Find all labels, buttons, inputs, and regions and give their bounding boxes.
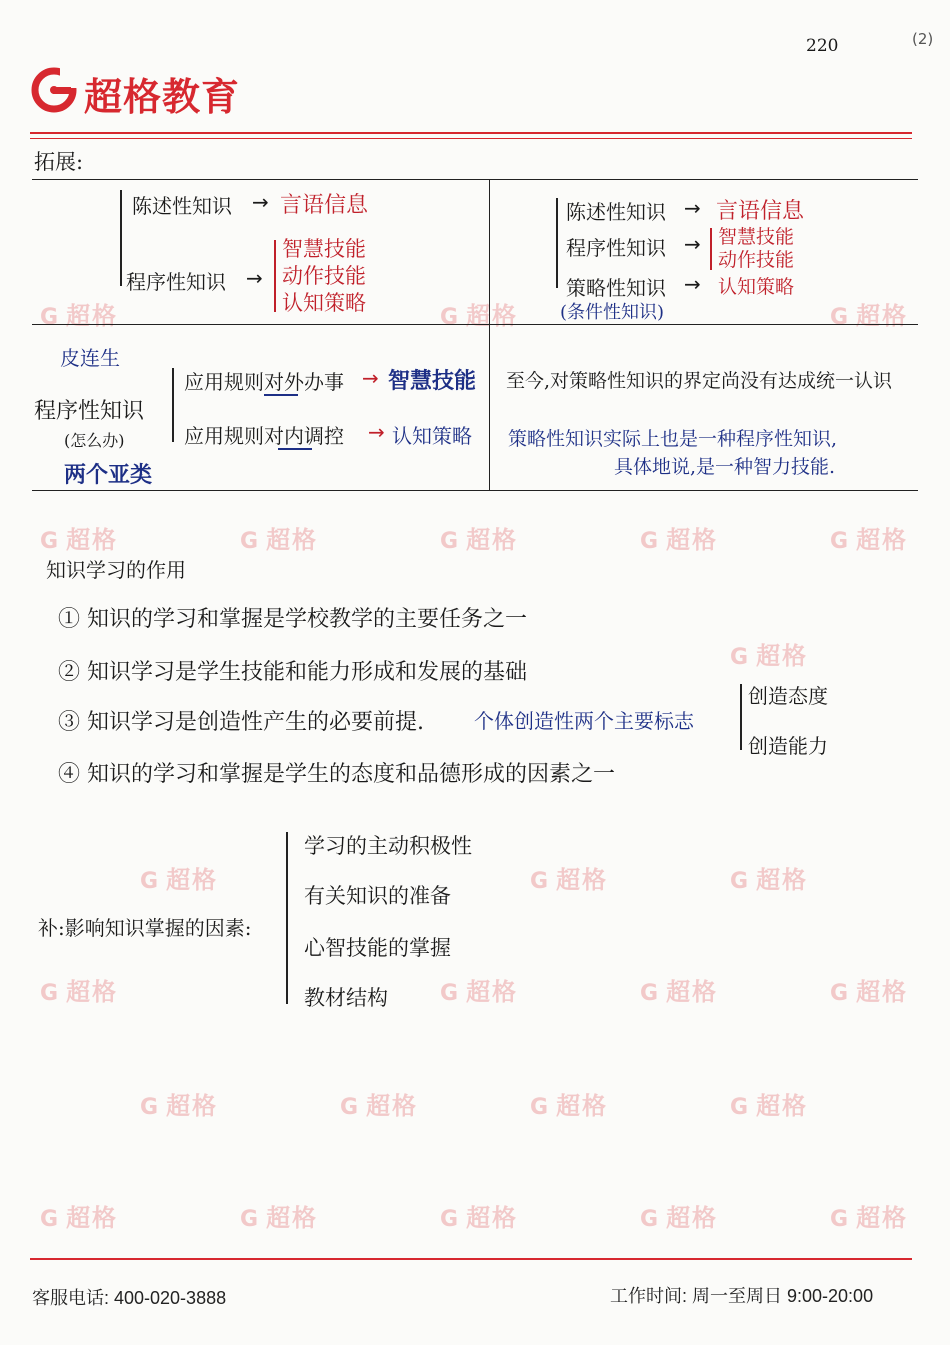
definition-note: 策略性知识实际上也是一种程序性知识,	[508, 428, 838, 450]
verbal-info-label: 言语信息	[280, 193, 369, 218]
creativity-note: 个体创造性两个主要标志	[474, 709, 694, 733]
list-item: 动作技能	[282, 264, 366, 288]
procedural-knowledge-label: 程序性知识	[126, 270, 226, 294]
arrow-icon: →	[684, 272, 701, 296]
definition-note: 具体地说,是一种智力技能.	[614, 456, 836, 478]
verbal-info-label: 言语信息	[716, 199, 805, 224]
list-item: 智慧技能	[718, 226, 795, 248]
conditional-knowledge-note: (条件性知识)	[560, 302, 665, 323]
table-column-divider	[489, 179, 490, 490]
underline	[278, 448, 312, 450]
definition-note: 至今,对策略性知识的界定尚没有达成统一认识	[506, 370, 893, 392]
arrow-icon: →	[252, 190, 269, 214]
watermark: G 超格	[640, 1204, 719, 1232]
corner-mark: (2)	[912, 30, 934, 48]
watermark: G 超格	[440, 526, 519, 554]
brace	[740, 684, 742, 750]
author-label: 皮连生	[60, 346, 120, 370]
target-list	[282, 236, 366, 317]
list-item: 智慧技能	[282, 237, 366, 261]
internal-rule-label: 应用规则对内调控	[184, 424, 344, 448]
factor-item: 有关知识的准备	[304, 884, 451, 908]
creative-ability-label: 创造能力	[748, 734, 828, 758]
watermark: G 超格	[340, 1092, 419, 1120]
target-list	[718, 226, 794, 272]
watermark: G 超格	[640, 526, 719, 554]
brace	[172, 368, 174, 442]
table-bottom-rule	[32, 490, 918, 491]
how-to-note: (怎么办)	[64, 431, 125, 450]
brand-name: 超格教育	[84, 75, 241, 119]
watermark: G 超格	[240, 1204, 319, 1232]
supplement-label: 补:影响知识掌握的因素:	[38, 916, 252, 940]
arrow-icon: →	[246, 266, 263, 290]
watermark: G 超格	[40, 526, 119, 554]
watermark: G 超格	[530, 866, 609, 894]
watermark: G 超格	[730, 866, 809, 894]
underline	[264, 394, 298, 396]
watermark: G 超格	[830, 1204, 909, 1232]
watermark: G 超格	[140, 866, 219, 894]
arrow-icon: →	[368, 420, 385, 444]
table-middle-rule	[32, 324, 918, 325]
arrow-icon: →	[362, 366, 379, 390]
list-item: 动作技能	[718, 249, 795, 271]
factor-item: 心智技能的掌握	[304, 936, 451, 960]
declarative-knowledge-label: 陈述性知识	[132, 194, 232, 218]
customer-service-phone: 客服电话: 400-020-3888	[32, 1288, 227, 1308]
external-rule-label: 应用规则对外办事	[184, 370, 344, 394]
factor-item: 学习的主动积极性	[304, 834, 472, 858]
watermark: G 超格	[140, 1092, 219, 1120]
watermark: G 超格	[40, 978, 119, 1006]
G-logo-icon	[30, 66, 78, 114]
watermark: G 超格	[440, 302, 519, 330]
procedural-knowledge-label: 程序性知识	[566, 236, 666, 260]
arrow-icon: →	[684, 232, 701, 256]
brace	[710, 228, 712, 270]
header-rule-thin	[30, 138, 912, 139]
watermark: G 超格	[40, 302, 119, 330]
knowledge-section-title: 知识学习的作用	[46, 558, 186, 582]
factor-item: 教材结构	[304, 986, 388, 1010]
watermark: G 超格	[240, 526, 319, 554]
creative-attitude-label: 创造态度	[748, 684, 828, 708]
brace	[286, 832, 288, 1004]
watermark: G 超格	[640, 978, 719, 1006]
declarative-knowledge-label: 陈述性知识	[566, 200, 666, 224]
watermark: G 超格	[730, 642, 809, 670]
watermark: G 超格	[440, 978, 519, 1006]
cognitive-strategy-label: 认知策略	[392, 424, 472, 448]
strategic-knowledge-label: 策略性知识	[566, 276, 666, 300]
list-item: ④ 知识的学习和掌握是学生的态度和品德形成的因素之一	[58, 762, 615, 787]
cognitive-strategy-label: 认知策略	[718, 276, 795, 298]
list-item: ② 知识学习是学生技能和能力形成和发展的基础	[58, 660, 527, 685]
arrow-icon: →	[684, 196, 701, 220]
watermark: G 超格	[440, 1204, 519, 1232]
brace	[556, 198, 558, 288]
watermark: G 超格	[830, 302, 909, 330]
watermark: G 超格	[530, 1092, 609, 1120]
brace	[274, 240, 276, 312]
section-title: 拓展:	[34, 150, 84, 174]
watermark: G 超格	[730, 1092, 809, 1120]
two-subtypes-label: 两个亚类	[64, 462, 153, 488]
table-top-rule	[32, 179, 918, 180]
footer-rule	[30, 1258, 912, 1260]
watermark: G 超格	[40, 1204, 119, 1232]
list-item: 认知策略	[282, 291, 366, 315]
brand-logo	[30, 66, 78, 114]
header-rule	[30, 132, 912, 134]
intellectual-skill-label: 智慧技能	[388, 368, 477, 394]
page-number: 220	[806, 36, 839, 56]
working-hours: 工作时间: 周一至周日 9:00-20:00	[610, 1286, 874, 1306]
procedural-knowledge-main: 程序性知识	[34, 399, 145, 424]
list-item: ① 知识的学习和掌握是学校教学的主要任务之一	[58, 607, 527, 632]
brace	[120, 190, 122, 286]
watermark: G 超格	[830, 526, 909, 554]
list-item: ③ 知识学习是创造性产生的必要前提.	[58, 710, 424, 735]
watermark: G 超格	[830, 978, 909, 1006]
